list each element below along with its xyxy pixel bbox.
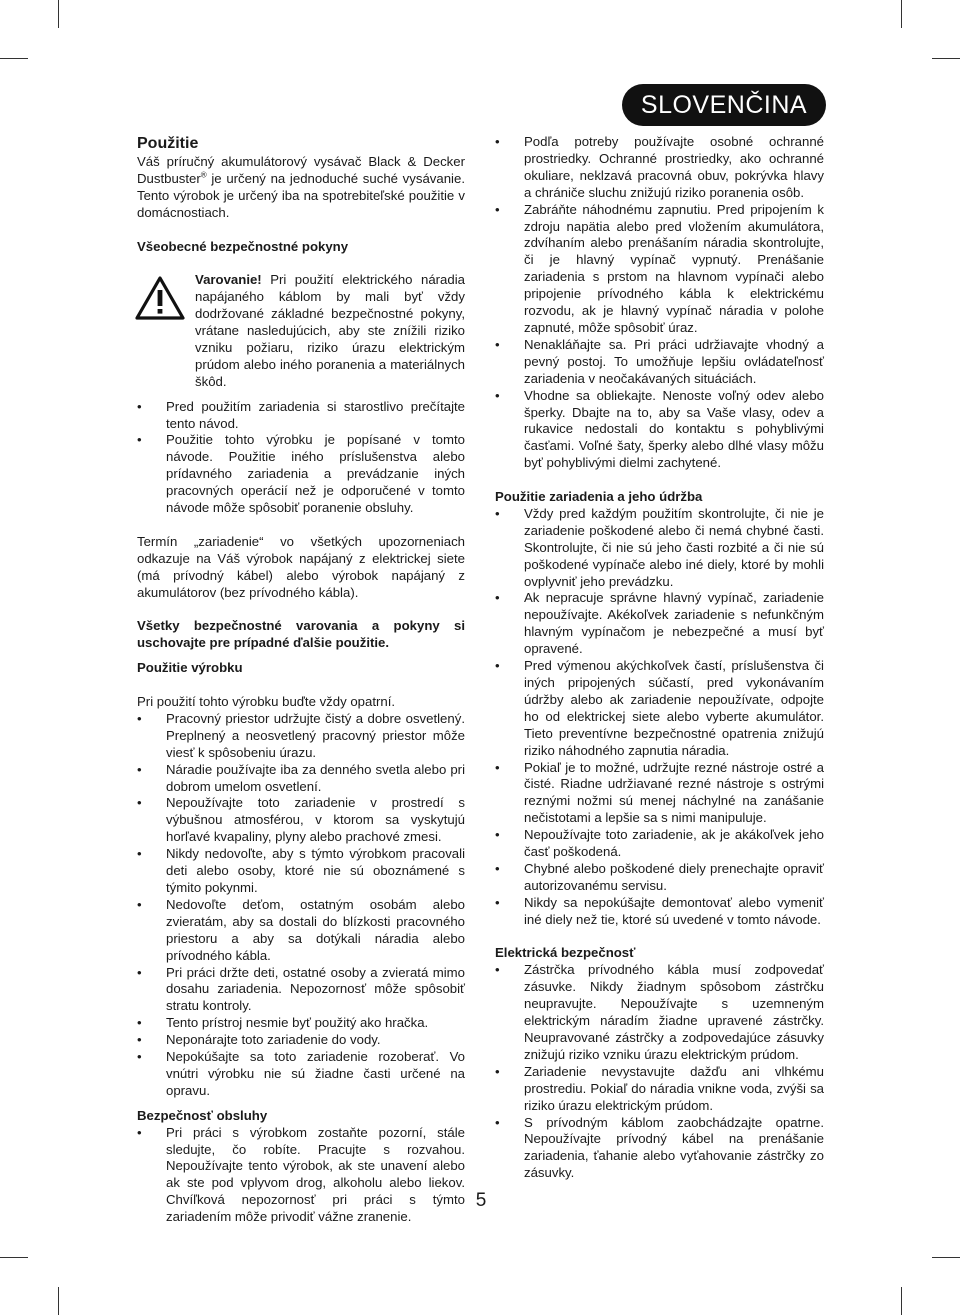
page-number: 5	[475, 1190, 487, 1211]
list-item: • Zástrčka prívodného kábla musí zodpovedať zásuvke. Nikdy žiadnym spôsobom zástrčku neupravujte. Nepoužívajte s uzemneným elektrickým náradím žiadne upravené zástrčky. Neupravované zástrčky a zodpovedajúce zásuvky znižujú riziko vzniku úrazu elektrickým prúdom.	[495, 962, 824, 1063]
list-item: • Nedovoľte deťom, ostatným osobám alebo zvieratám, aby sa dostali do blízkosti pracovného priestoru a aby sa dotýkali náradia alebo prívodného kábla.	[137, 897, 465, 965]
list-item: • Nepoužívajte toto zariadenie v prostredí s výbušnou atmosférou, v ktorom sa vyskytujú horľavé kvapaliny, plyny alebo prachové zmesi.	[137, 795, 465, 846]
list-item: • Nikdy nedovoľte, aby s týmto výrobkom pracovali deti alebo osoby, ktoré nie sú oboznámené s týmito pokynmi.	[137, 846, 465, 897]
warning-triangle-icon	[135, 276, 185, 320]
intro-text-b: je určený na jednoduché suché vysávanie. Tento výrobok je určený iba na spotrebiteľské použitie v domácnostiach.	[137, 170, 465, 220]
right-column	[495, 134, 824, 1182]
product-usage-heading: Použitie výrobku	[137, 660, 243, 676]
general-safety-heading: Všeobecné bezpečnostné pokyny	[137, 238, 349, 254]
warning-block	[137, 272, 465, 390]
list-item: • Použitie tohto výrobku je popísané v tomto návode. Použitie iného príslušenstva alebo prídavného zariadenia a prevádzanie iných pracovných operácií než je odporučené v tomto návode môže spôsobiť poranenie obsluhy.	[137, 432, 465, 517]
crop-mark	[932, 1257, 960, 1258]
maintenance-heading: Použitie zariadenia a jeho údržba	[495, 489, 703, 505]
warning-label: Varovanie!	[195, 272, 262, 288]
crop-mark	[0, 58, 28, 59]
general-safety-list	[137, 399, 465, 517]
crop-mark	[901, 0, 902, 28]
list-item: • Nepoužívajte toto zariadenie, ak je akákoľvek jeho časť poškodená.	[495, 827, 824, 861]
usage-intro: Pri použití tohto výrobku buďte vždy opatrní.	[137, 694, 396, 710]
list-item: • Chybné alebo poškodené diely prenechajte opraviť autorizovanému servisu.	[495, 861, 824, 895]
list-item: • Náradie používajte iba za denného svetla alebo pri dobrom umelom osvetlení.	[137, 762, 465, 796]
list-item: • S prívodným káblom zaobchádzajte opatrne. Nepoužívajte prívodný kábel na prenášanie zariadenia, ťahanie alebo vyťahovanie zástrčky zo zásuvky.	[495, 1115, 824, 1183]
list-item: • Podľa potreby používajte osobné ochranné prostriedky. Ochranné prostriedky, ako ochranné okuliare, neklzavá pracovná obuv, pokrývka hlavy a chrániče sluchu znižujú riziko poranenia osôb.	[495, 134, 824, 202]
electrical-safety-heading: Elektrická bezpečnosť	[495, 945, 636, 961]
crop-mark	[932, 58, 960, 59]
list-item: • Nikdy sa nepokúšajte demontovať alebo vymeniť iné diely než tie, ktoré sú uvedené v tomto návode.	[495, 895, 824, 929]
list-item: • Pri práci držte deti, ostatné osoby a zvieratá mimo dosahu zariadenia. Nepozornosť môže spôsobiť stratu kontroly.	[137, 965, 465, 1016]
section-title-usage: Použitie	[137, 135, 199, 152]
list-item: • Vhodne sa obliekajte. Nenoste voľný odev alebo šperky. Dbajte na to, aby sa Vaše vlasy, odev a rukavice nedostali do kontaktu s pohyblivými časťami. Voľné šaty, šperky alebo dlhé vlasy môžu byť pohyblivými dielmi zachytené.	[495, 388, 824, 473]
list-item: • Zabráňte náhodnému zapnutiu. Pred pripojením k zdroju napätia alebo pred vložením akumulátora, zdvíhaním alebo prenášaním náradia skontrolujte, či je hlavný vypínač vypnutý. Prenášanie zariadenia s prstom na hlavnom vypínači alebo pripojenie prívodného kábla k elektrickému rozvodu, ak je hlavný vypínač náradia v polohe zapnuté, môže spôsobiť úraz.	[495, 202, 824, 337]
crop-mark	[0, 1257, 28, 1258]
left-column	[137, 134, 465, 1226]
maintenance-list	[495, 506, 824, 929]
warning-paragraph	[195, 272, 465, 390]
list-item: • Neponárajte toto zariadenie do vody.	[137, 1032, 465, 1049]
list-item: • Pracovný priestor udržujte čistý a dobre osvetlený. Preplnený a neosvetlený pracovný priestor môže viesť k spôsobeniu úrazu.	[137, 711, 465, 762]
list-item: • Pred výmenou akýchkoľvek častí, príslušenstva či iných pripojených súčastí, pred vykonávaním údržby alebo ak zariadenie nepoužívate, odpojte ho od elektrickej siete alebo vyberte akumulátor. Tieto preventívne bezpečnostné opatrenia znižujú riziko náhodného zapnutia náradia.	[495, 658, 824, 759]
list-item: • Nenakláňajte sa. Pri práci udržiavajte vhodný a pevný postoj. To umožňuje lepšiu ovládateľnosť zariadenia v neočakávaných situáciách.	[495, 337, 824, 388]
crop-mark	[58, 0, 59, 28]
list-item: • Nepokúšajte sa toto zariadenie rozoberať. Vo vnútri výrobku nie sú žiadne časti určené na opravu.	[137, 1049, 465, 1100]
warning-text: Pri použití elektrického náradia napájaného káblom by mali byť vždy dodržované základné bezpečnostné pokyny, vrátane nasledujúcich, aby ste znížili riziko vzniku požiaru, riziko úrazu elektrickým prúdom alebo iného poranenia a materiálnych škôd.	[195, 272, 465, 389]
list-item: • Zariadenie nevystavujte dažďu ani vlhkému prostrediu. Pokiaľ do náradia vnikne voda, zvýši sa riziko úrazu elektrickým prúdom.	[495, 1064, 824, 1115]
list-item: • Pokiaľ je to možné, udržujte rezné nástroje ostré a čisté. Riadne udržiavané rezné nástroje s ostrými reznými nožmi sú menej náchylné na zanášanie nečistotami a lepšie sa s nimi manipuluje.	[495, 760, 824, 828]
operator-safety-heading: Bezpečnosť obsluhy	[137, 1107, 268, 1123]
list-item: • Vždy pred každým použitím skontrolujte, či nie je zariadenie poškodené alebo či nemá chybné časti. Skontrolujte, či nie sú jeho časti rozbité a či nie sú poškodené vypínače alebo iné diely, ktoré by mohli ovplyvniť jeho prevádzku.	[495, 506, 824, 591]
list-item: • Tento prístroj nesmie byť použitý ako hračka.	[137, 1015, 465, 1032]
intro-paragraph	[137, 154, 465, 222]
usage-list	[137, 711, 465, 1100]
list-item: • Ak nepracuje správne hlavný vypínač, zariadenie nepoužívajte. Akékoľvek zariadenie s nefunkčným hlavným vypínačom je nebezpečné a musí byť opravené.	[495, 590, 824, 658]
term-paragraph: Termín „zariadenie“ vo všetkých upozorneniach odkazuje na Váš výrobok napájaný z elektrickej siete (má prívodný kábel) alebo výrobok napájaný z akumulátorov (bez prívodného kábla).	[137, 533, 465, 600]
intro-text-a: Váš príručný akumulátorový vysávač Black & Decker Dustbuster	[137, 154, 465, 186]
crop-mark	[58, 1287, 59, 1315]
electrical-safety-list	[495, 962, 824, 1182]
operator-safety-list	[137, 1125, 465, 1226]
keep-instructions-paragraph: Všetky bezpečnostné varovania a pokyny si uschovajte pre prípadné ďalšie použitie.	[137, 618, 465, 651]
personal-safety-list	[495, 134, 824, 472]
list-item: • Pred použitím zariadenia si starostlivo prečítajte tento návod.	[137, 399, 465, 433]
language-badge: SLOVENČINA	[622, 84, 826, 126]
registered-mark: ®	[200, 170, 207, 180]
list-item: • Pri práci s výrobkom zostaňte pozorní, stále sledujte, čo robíte. Pracujte s rozvahou. Nepoužívajte tento výrobok, ak ste unavení alebo ak ste pod vplyvom drog, alkoholu alebo liekov. Chvíľková nepozornosť pri práci s týmto zariadením môže privodiť vážne zranenie.	[137, 1125, 465, 1226]
crop-mark	[901, 1287, 902, 1315]
